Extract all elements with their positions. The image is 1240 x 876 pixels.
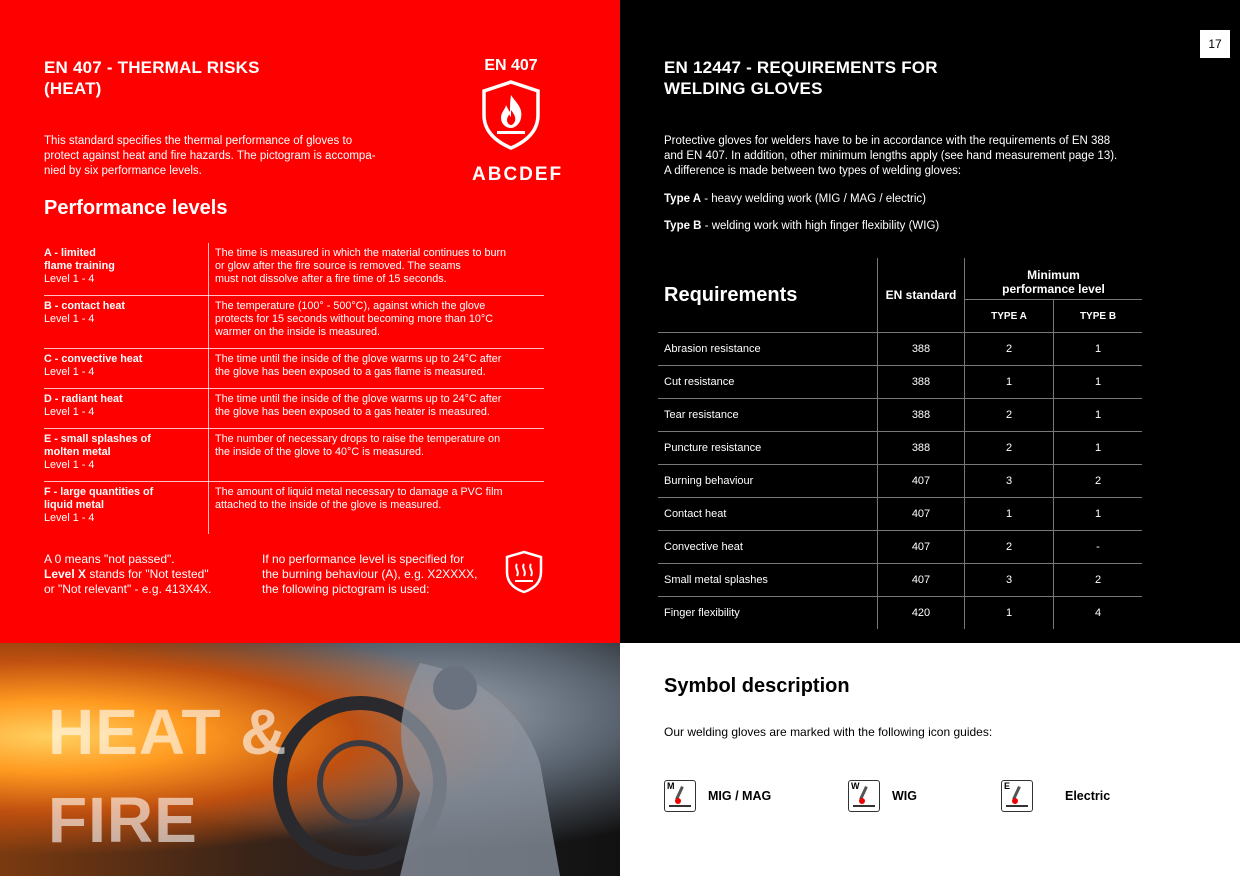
level-notes: A 0 means "not passed". Level X stands for "Not tested" or "Not relevant" - e.g. 413X4X. bbox=[44, 552, 212, 596]
electric-symbol: E Electric bbox=[1001, 780, 1110, 812]
table-row: Convective heat 407 2 - bbox=[658, 531, 1142, 564]
en407-intro: This standard specifies the thermal performance of gloves to protect against heat and fire hazards. The pictogram is accompa- nied by six performance levels. bbox=[44, 135, 376, 177]
symbol-description-heading: Symbol description bbox=[664, 675, 850, 697]
heat-fire-title-line2: FIRE bbox=[48, 784, 198, 856]
en407-panel bbox=[0, 0, 620, 643]
heat-shield-icon bbox=[504, 550, 544, 594]
page-number: 17 bbox=[1200, 30, 1230, 58]
table-row: A - limited flame training Level 1 - 4 The time is measured in which the material continues to burn or glow after the fire source is removed. The seams must not dissolve after a fire time of 15 seconds. bbox=[44, 243, 544, 296]
wig-symbol: W WIG bbox=[848, 780, 917, 812]
col-en-standard: EN standard bbox=[878, 258, 965, 333]
en407-badge bbox=[472, 57, 564, 186]
performance-levels-heading: Performance levels bbox=[44, 197, 228, 219]
mig-mag-icon: M bbox=[664, 780, 696, 812]
requirements-heading: Requirements bbox=[664, 283, 798, 306]
col-type-b: TYPE B bbox=[1054, 300, 1143, 333]
badge-levels: ABCDEF bbox=[472, 164, 564, 185]
flame-shield-icon bbox=[479, 79, 543, 151]
symbol-description-intro: Our welding gloves are marked with the following icon guides: bbox=[664, 725, 993, 739]
type-a-text: Type A - heavy welding work (MIG / MAG / electric) bbox=[664, 193, 927, 205]
badge-title: EN 407 bbox=[484, 57, 538, 74]
electric-icon: E bbox=[1001, 780, 1033, 812]
foundry-photo bbox=[0, 643, 620, 876]
heat-fire-title-line1: HEAT & bbox=[48, 696, 288, 768]
symbol-description-panel bbox=[620, 643, 1240, 876]
table-row: Abrasion resistance 388 2 1 bbox=[658, 333, 1142, 366]
type-b-text: Type B - welding work with high finger flexibility (WIG) bbox=[664, 220, 940, 232]
table-row: Burning behaviour 407 3 2 bbox=[658, 465, 1142, 498]
table-row: B - contact heat Level 1 - 4 The temperature (100° - 500°C), against which the glove protects for 15 seconds without becoming more than 10°C warmer on the inside is measured. bbox=[44, 296, 544, 349]
mig-mag-symbol: M MIG / MAG bbox=[664, 780, 771, 812]
table-row: Small metal splashes 407 3 2 bbox=[658, 564, 1142, 597]
wig-icon: W bbox=[848, 780, 880, 812]
table-row: Cut resistance 388 1 1 bbox=[658, 366, 1142, 399]
table-row: Puncture resistance 388 2 1 bbox=[658, 432, 1142, 465]
requirements-table bbox=[658, 258, 1142, 629]
table-row: D - radiant heat Level 1 - 4 The time until the inside of the glove warms up to 24°C after the glove has been exposed to a gas heater is measured. bbox=[44, 389, 544, 429]
table-row: C - convective heat Level 1 - 4 The time until the inside of the glove warms up to 24°C after the glove has been exposed to a gas flame is measured. bbox=[44, 349, 544, 389]
en12447-title: EN 12447 - REQUIREMENTS FOR WELDING GLOVES bbox=[664, 58, 938, 98]
en407-title: EN 407 - THERMAL RISKS (HEAT) bbox=[44, 58, 260, 98]
table-row: Finger flexibility 420 1 4 bbox=[658, 597, 1142, 630]
col-type-a: TYPE A bbox=[965, 300, 1054, 333]
table-row: E - small splashes of molten metal Level 1 - 4 The number of necessary drops to raise the temperature on the inside of the glove to 40°C is measured. bbox=[44, 429, 544, 482]
table-row: F - large quantities of liquid metal Level 1 - 4 The amount of liquid metal necessary to damage a PVC film attached to the inside of the glove is measured. bbox=[44, 482, 544, 535]
en12447-intro: Protective gloves for welders have to be in accordance with the requirements of EN 388 and EN 407. In addition, other minimum lengths apply (see hand measurement page 13). A difference is made between two types of welding gloves: bbox=[664, 135, 1118, 177]
col-minimum-performance: Minimum performance level bbox=[965, 258, 1143, 300]
performance-levels-table bbox=[44, 243, 544, 534]
table-row: Contact heat 407 1 1 bbox=[658, 498, 1142, 531]
table-row: Tear resistance 388 2 1 bbox=[658, 399, 1142, 432]
pictogram-note: If no performance level is specified for the burning behaviour (A), e.g. X2XXXX, the following pictogram is used: bbox=[262, 552, 478, 596]
